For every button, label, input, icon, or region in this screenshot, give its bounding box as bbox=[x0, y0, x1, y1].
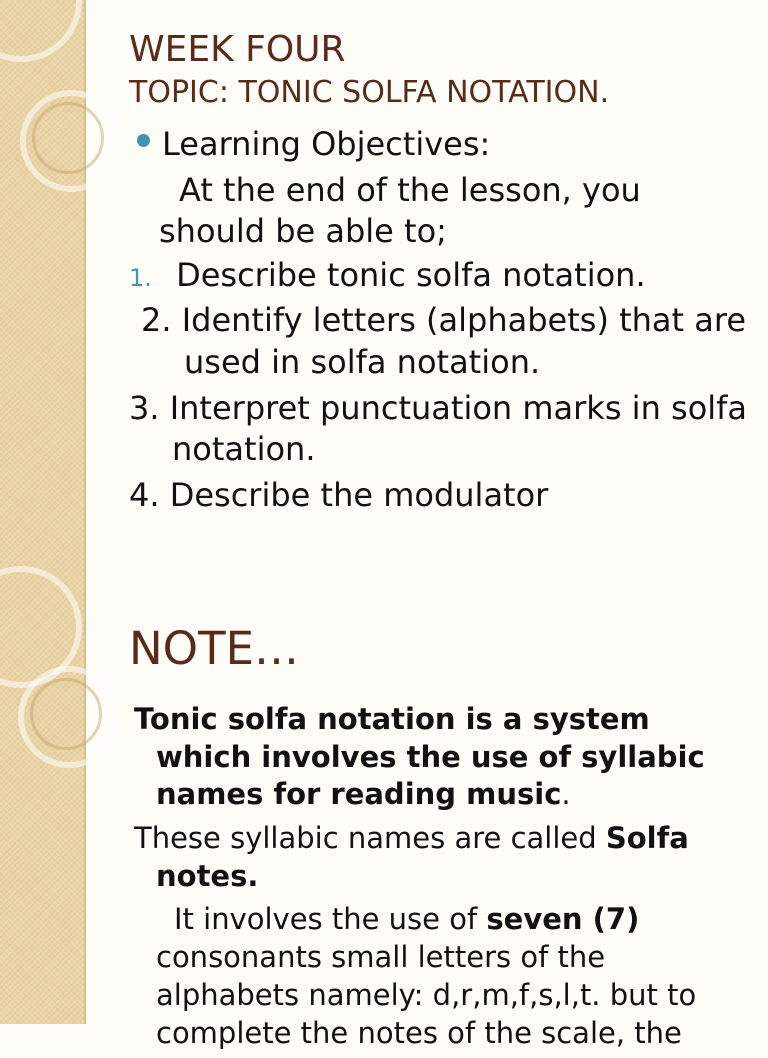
slide-title: NOTE… bbox=[129, 622, 300, 675]
paragraph-text: consonants small letters of the alphabets namely: d,r,m,f,s,l,t. but to complete the notes of the scale, the bbox=[156, 940, 697, 1050]
objective-text: Identify letters (alphabets) that are used in solfa notation. bbox=[181, 301, 746, 381]
note-paragraph bbox=[134, 901, 746, 1052]
objective-number: 1. bbox=[129, 263, 152, 292]
objective-item bbox=[141, 300, 749, 383]
bullet-item bbox=[129, 124, 749, 166]
objective-text: Describe the modulator bbox=[169, 475, 549, 514]
ring-decoration bbox=[30, 678, 102, 750]
note-body bbox=[134, 701, 746, 1058]
bullet-dot-icon bbox=[137, 134, 150, 147]
objective-item bbox=[129, 388, 749, 471]
objective-number: 2. bbox=[141, 301, 172, 340]
objective-number: 3. bbox=[129, 388, 160, 427]
slide-title: WEEK FOUR bbox=[129, 29, 346, 70]
objective-text: Describe tonic solfa notation. bbox=[176, 255, 646, 294]
ring-decoration bbox=[0, 0, 82, 62]
note-paragraph bbox=[134, 701, 746, 814]
ring-decoration bbox=[32, 102, 104, 174]
objectives-body bbox=[129, 124, 749, 516]
emphasis-text: Solfa notes. bbox=[156, 821, 689, 893]
decorative-sidebar bbox=[0, 0, 86, 576]
intro-text: At the end of the lesson, you should be able to; bbox=[159, 170, 641, 251]
note-paragraph bbox=[134, 820, 746, 895]
objective-text: Interpret punctuation marks in solfa notation. bbox=[169, 388, 748, 469]
objective-item bbox=[129, 475, 749, 517]
definition-text: Tonic solfa notation is a system which involves the use of syllabic names for reading music bbox=[134, 702, 705, 812]
decorative-sidebar bbox=[0, 576, 86, 1024]
objective-number: 4. bbox=[129, 475, 160, 514]
definition-end: . bbox=[561, 777, 571, 812]
objective-item bbox=[129, 255, 749, 297]
paragraph-text: It involves the use of bbox=[174, 902, 487, 937]
emphasis-text: seven (7) bbox=[486, 902, 640, 937]
paragraph-text: These syllabic names are called bbox=[134, 821, 606, 856]
slide-note bbox=[0, 576, 768, 1050]
learning-objectives-label: Learning Objectives: bbox=[162, 125, 491, 163]
slide-subtitle: TOPIC: TONIC SOLFA NOTATION. bbox=[129, 75, 610, 110]
